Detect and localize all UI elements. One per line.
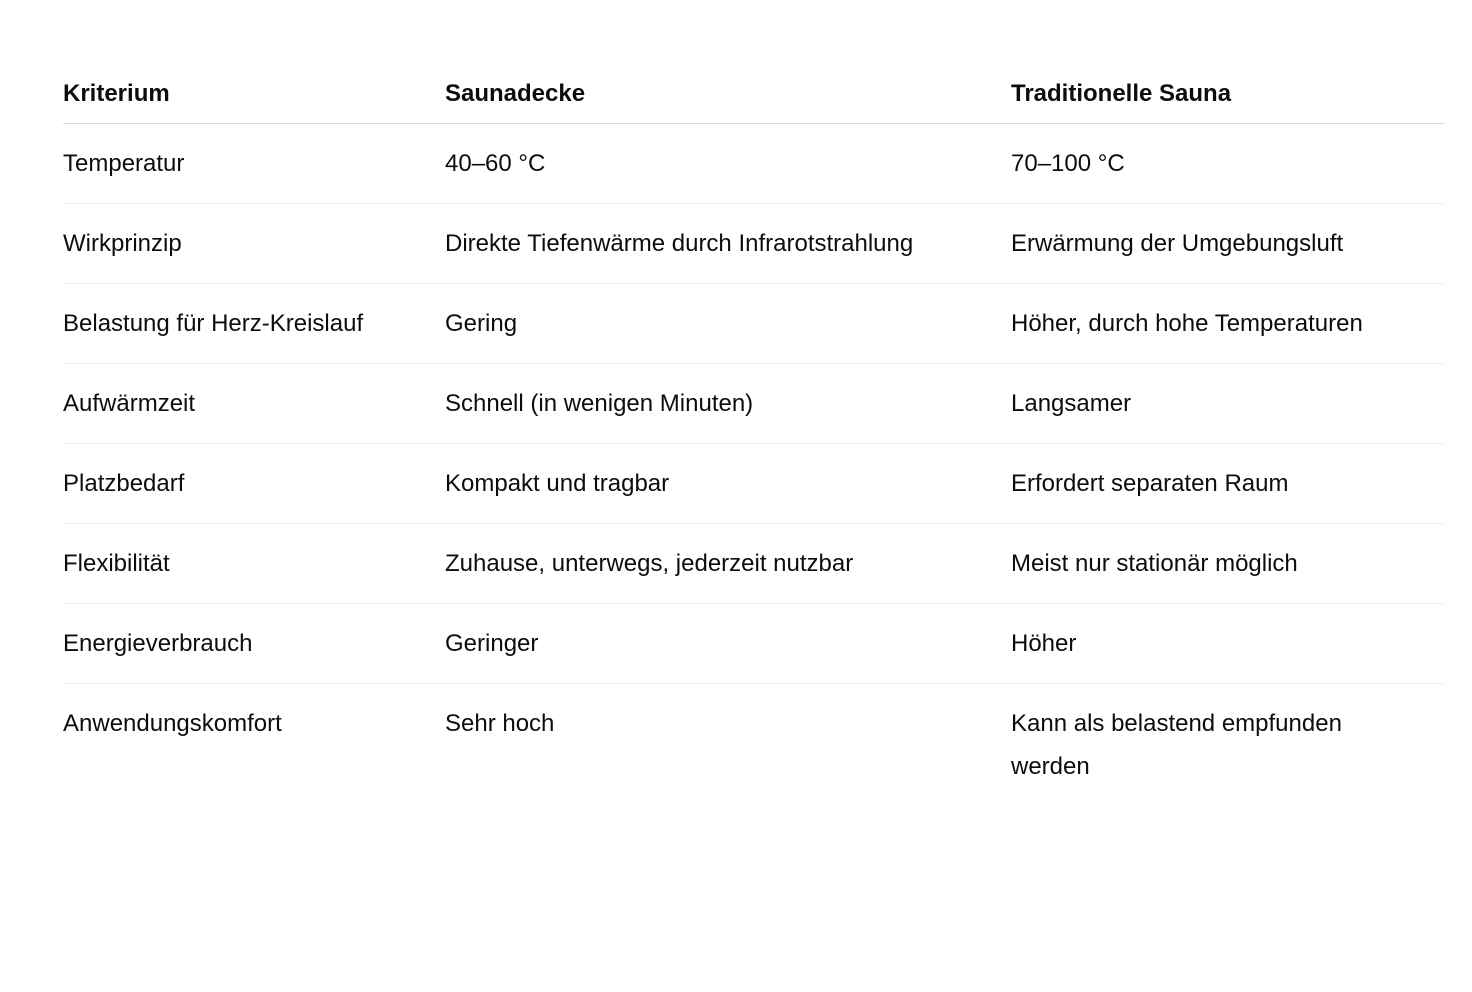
table-cell: Schnell (in wenigen Minuten) xyxy=(445,364,1011,444)
header-criterion: Kriterium xyxy=(63,62,445,124)
table-row xyxy=(63,204,1445,284)
comparison-table xyxy=(63,62,1445,806)
table-cell: Wirkprinzip xyxy=(63,204,445,284)
table-cell: Belastung für Herz-Kreislauf xyxy=(63,284,445,364)
table-cell: Meist nur stationär möglich xyxy=(1011,524,1445,604)
table-cell: 40–60 °C xyxy=(445,124,1011,204)
table-cell: Sehr hoch xyxy=(445,710,555,737)
table-cell: Aufwärmzeit xyxy=(63,364,445,444)
table-cell: Flexibilität xyxy=(63,524,445,604)
comparison-table-container xyxy=(63,62,1445,806)
table-row xyxy=(63,604,1445,684)
table-cell: Energieverbrauch xyxy=(63,604,445,684)
table-cell: Anwendungskomfort xyxy=(63,710,282,737)
table-cell: Höher xyxy=(1011,604,1445,684)
table-cell: Kompakt und tragbar xyxy=(445,444,1011,524)
table-cell: Direkte Tiefenwärme durch Infrarotstrahlung xyxy=(445,204,1011,284)
table-cell: 70–100 °C xyxy=(1011,124,1445,204)
table-cell: Höher, durch hohe Temperaturen xyxy=(1011,284,1445,364)
table-cell: Langsamer xyxy=(1011,364,1445,444)
table-cell: Temperatur xyxy=(63,124,445,204)
header-sauna-blanket: Saunadecke xyxy=(445,62,1011,124)
header-traditional-sauna: Traditionelle Sauna xyxy=(1011,62,1445,124)
table-cell: Geringer xyxy=(445,604,1011,684)
table-cell: Zuhause, unterwegs, jederzeit nutzbar xyxy=(445,524,1011,604)
table-row xyxy=(63,444,1445,524)
table-row xyxy=(63,284,1445,364)
table-cell: Erfordert separaten Raum xyxy=(1011,444,1445,524)
table-cell: Gering xyxy=(445,284,1011,364)
table-row xyxy=(63,524,1445,604)
table-cell: Platzbedarf xyxy=(63,444,445,524)
table-row xyxy=(63,684,1445,807)
table-header-row xyxy=(63,62,1445,124)
table-row xyxy=(63,364,1445,444)
table-row xyxy=(63,124,1445,204)
table-cell: Kann als belastend empfunden werden xyxy=(1011,710,1342,780)
table-cell: Erwärmung der Umgebungsluft xyxy=(1011,204,1445,284)
